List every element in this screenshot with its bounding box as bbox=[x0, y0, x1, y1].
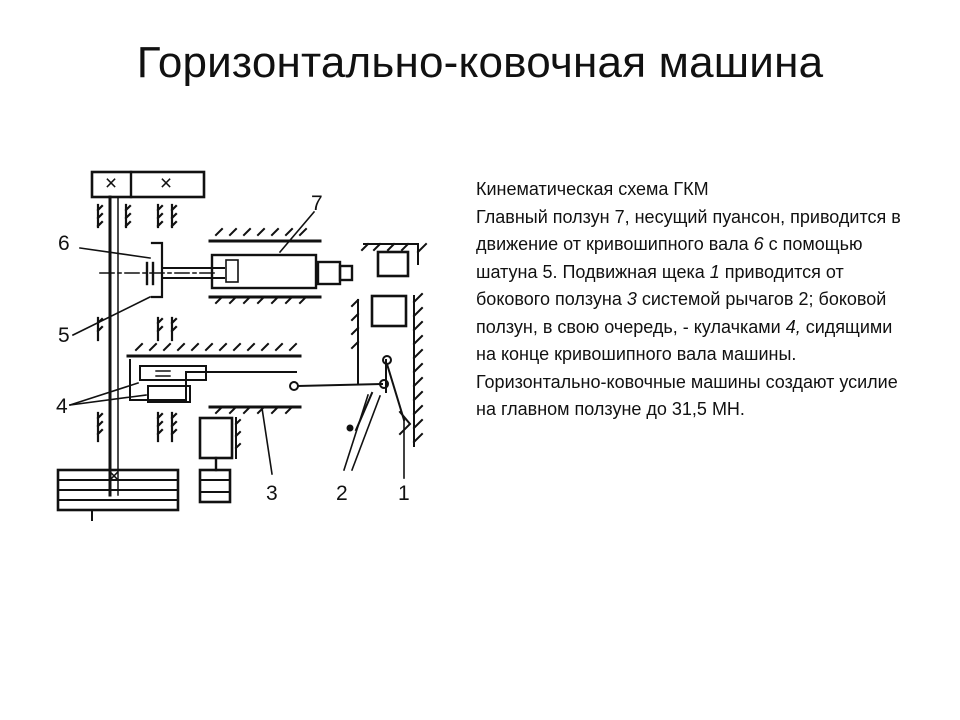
bearing-mark: × bbox=[104, 172, 118, 195]
description-paragraph: Главный ползун 7, несущий пуансон, приводится в движение от кривошипного вала 6 с помощью шатуна 5. Подвижная щека 1 приводится от бокового ползуна 3 системой рычагов 2; боковой ползун, в свою очередь, - кулачками 4, сидящими на конце кривошипного вала машины. bbox=[476, 206, 901, 364]
motor bbox=[200, 418, 232, 458]
part-label-3: 3 bbox=[266, 482, 278, 505]
cam-number: 4, bbox=[785, 316, 801, 337]
part-label-6: 6 bbox=[58, 232, 70, 255]
punch bbox=[318, 262, 340, 284]
force-paragraph: Горизонтально-ковочные машины создают усилие на главном ползуне до 31,5 МН. bbox=[476, 371, 898, 419]
part-label-7: 7 bbox=[311, 192, 323, 215]
part-label-2: 2 bbox=[336, 482, 348, 505]
description bbox=[476, 176, 916, 424]
main-slide bbox=[210, 229, 352, 303]
bottom-flywheel bbox=[58, 470, 230, 520]
bearing-mark: × bbox=[159, 172, 173, 195]
cheek-number: 1 bbox=[709, 261, 720, 282]
bearing-mark: × bbox=[107, 465, 121, 488]
part-label-4: 4 bbox=[56, 395, 68, 418]
description-heading: Кинематическая схема ГКМ bbox=[476, 179, 709, 199]
part-label-1: 1 bbox=[398, 482, 410, 505]
kinematic-diagram bbox=[40, 158, 460, 538]
slide-number: 3 bbox=[626, 289, 637, 309]
slide-title: Горизонтально-ковочная машина bbox=[136, 38, 824, 87]
part-label-5: 5 bbox=[58, 324, 70, 347]
lever-system bbox=[298, 356, 404, 470]
shaft-number: 6 bbox=[753, 234, 764, 254]
